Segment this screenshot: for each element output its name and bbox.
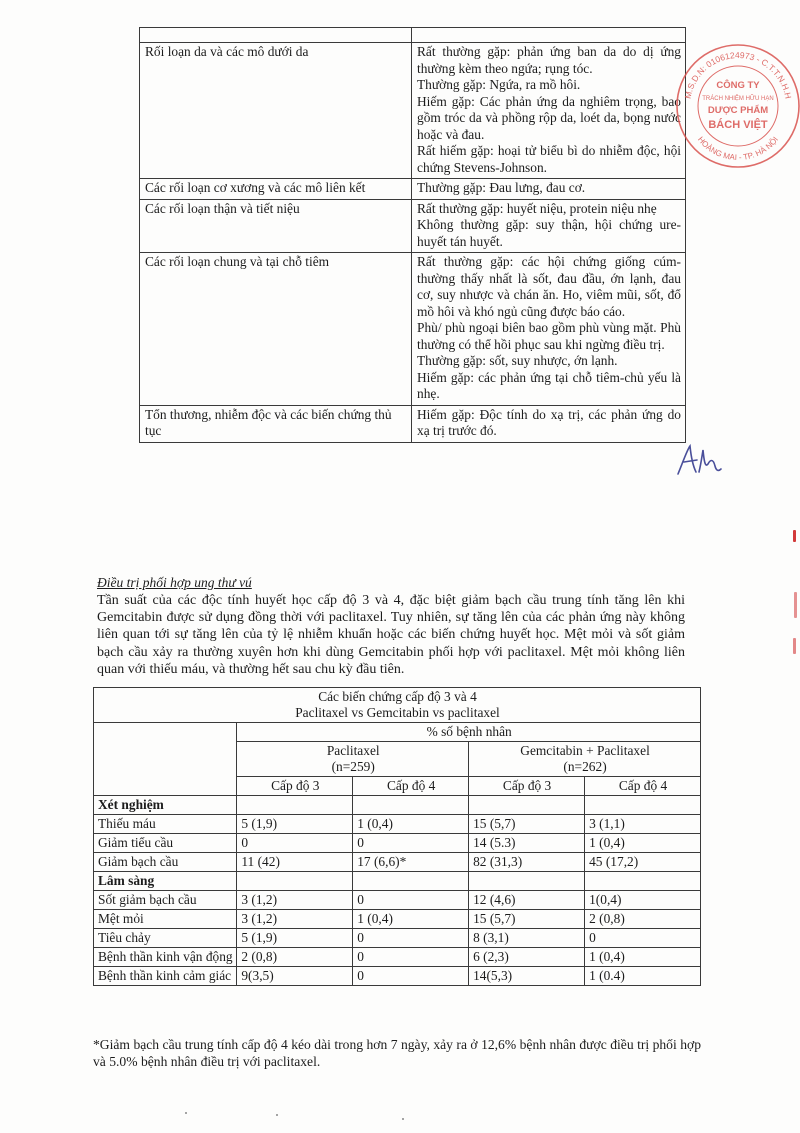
seal-ring-top-text: M.S.D.N: 0106124973 - C.T.T.N.H.H [682,49,794,100]
combo-grade4-cell: 45 (17,2) [585,853,701,872]
table-title [94,688,701,723]
section-label-lab: Xét nghiệm [94,796,237,815]
paclitaxel-grade3-cell: 11 (42) [237,853,353,872]
table-row [140,179,686,200]
table-row [94,853,701,872]
details-cell [412,43,686,179]
detail-line: Rất thường gặp: phản ứng ban da do dị ứng thường kèm theo ngứa; rụng tóc. [417,44,681,76]
category-cell: Rối loạn da và các mô dưới da [140,43,412,179]
group1-name: Paclitaxel [326,743,380,758]
paclitaxel-grade3-cell: 3 (1,2) [237,891,353,910]
table-title-line1: Các biến chứng cấp độ 3 và 4 [318,689,477,704]
seal-ring-bottom-text: HOÀNG MAI - TP. HÀ NỘI [695,134,781,163]
category-cell: Các rối loạn thận và tiết niệu [140,199,412,253]
combo-grade3-cell: 12 (4,6) [469,891,585,910]
table-row [140,253,686,406]
combo-grade4-cell: 3 (1,1) [585,815,701,834]
section-row-clinical [94,872,701,891]
row-label: Thiếu máu [94,815,237,834]
combo-grade3-cell: 8 (3,1) [469,929,585,948]
paclitaxel-grade4-cell: 0 [353,834,469,853]
group-combo-header [469,742,701,777]
paclitaxel-grade3-cell: 0 [237,834,353,853]
company-seal-stamp [672,40,800,172]
table-row [94,929,701,948]
section-paragraph: Tần suất của các độc tính huyết học cấp độ 3 và 4, đặc biệt giảm bạch cầu trung tính tăng lên khi Gemcitabin được sử dụng đồng thời với paclitaxel. Tuy nhiên, sự tăng lên của các phản ứng này không liên quan tới sự tăng lên của tỷ lệ nhiễm khuẩn hoặc các biến chứng huyết học. Mệt mỏi và sốt giảm bạch cầu xảy ra thường xuyên hơn khi dùng Gemcitabin phối hợp với paclitaxel. Mệt mỏi không liên quan với thiếu máu, và thường hết sau chu kỳ đầu tiên. [97,593,685,677]
category-cell: Các rối loạn chung và tại chỗ tiêm [140,253,412,406]
paclitaxel-grade3-cell: 5 (1,9) [237,929,353,948]
grade4-header: Cấp độ 4 [353,777,469,796]
combo-grade3-cell: 15 (5,7) [469,815,585,834]
table-row [140,405,686,442]
table-title-line2: Paclitaxel vs Gemcitabin vs paclitaxel [295,705,500,720]
paclitaxel-grade3-cell: 5 (1,9) [237,815,353,834]
paclitaxel-grade4-cell: 17 (6,6)* [353,853,469,872]
combo-grade4-cell: 2 (0,8) [585,910,701,929]
detail-line: Thường gặp: Đau lưng, đau cơ. [417,180,586,195]
table-row [94,948,701,967]
table-row [140,199,686,253]
combo-grade3-cell: 82 (31,3) [469,853,585,872]
combo-grade4-cell: 1 (0.4) [585,967,701,986]
details-cell [412,199,686,253]
combo-grade3-cell: 14 (5.3) [469,834,585,853]
scan-speck [276,1114,278,1116]
details-cell [412,28,686,43]
section-heading: Điều trị phối hợp ung thư vú [97,575,252,590]
seal-name-line2: TRÁCH NHIỆM HỮU HẠN [702,96,774,102]
footnote: *Giảm bạch cầu trung tính cấp độ 4 kéo dài trong hơn 7 ngày, xảy ra ở 12,6% bệnh nhân được điều trị phối hợp và 5.0% bệnh nhân điều trị với paclitaxel. [93,1037,701,1070]
scan-speck [402,1118,404,1120]
row-label: Bệnh thần kinh cảm giác [94,967,237,986]
table-row [94,910,701,929]
edge-scan-mark [794,592,797,618]
paclitaxel-grade4-cell: 0 [353,967,469,986]
group2-name: Gemcitabin + Paclitaxel [520,743,650,758]
row-label: Sốt giảm bạch cầu [94,891,237,910]
row-label: Tiêu chảy [94,929,237,948]
detail-line: Rất thường gặp: huyết niệu, protein niệu nhẹ [417,200,657,216]
detail-line: Thường gặp: Ngứa, ra mồ hôi. [417,77,581,92]
category-cell: Tổn thương, nhiễm độc và các biến chứng thủ tục [140,405,412,442]
combo-grade3-cell: 14(5,3) [469,967,585,986]
combo-grade3-cell: 15 (5,7) [469,910,585,929]
table-title-row [94,688,701,723]
handwritten-initials-signature [675,442,723,480]
paclitaxel-grade4-cell: 1 (0,4) [353,815,469,834]
details-cell [412,405,686,442]
detail-line: Rất hiếm gặp: hoại tử biểu bì do nhiễm độc, hội chứng Stevens-Johnson. [417,143,681,175]
edge-scan-mark [793,530,796,542]
paclitaxel-grade4-cell: 1 (0,4) [353,910,469,929]
group1-n: (n=259) [331,759,375,774]
grade3-header: Cấp độ 3 [237,777,353,796]
row-label: Bệnh thần kinh vận động [94,948,237,967]
table-row [94,834,701,853]
paclitaxel-grade4-cell: 0 [353,929,469,948]
category-cell: Các rối loạn cơ xương và các mô liên kết [140,179,412,200]
detail-line: Rất thường gặp: các hội chứng giống cúm-thường thấy nhất là sốt, đau đầu, ớn lạnh, đau cơ, suy nhược và chán ăn. Ho, viêm mũi, sốt, đổ mồ hôi và khó ngủ cũng được báo cáo. [417,254,681,319]
grade-complications-table [93,687,701,986]
seal-name-line3: DƯỢC PHẨM [707,105,769,116]
group-paclitaxel-header [237,742,469,777]
seal-name-line1: CÔNG TY [716,80,760,91]
combo-grade4-cell: 1 (0,4) [585,948,701,967]
detail-line: Phù/ phù ngoại biên bao gồm phù vùng mặt. Phù thường có thể hồi phục sau khi ngừng điều trị. [417,320,681,352]
grade4-header: Cấp độ 4 [585,777,701,796]
table-row [94,891,701,910]
paclitaxel-grade3-cell: 2 (0,8) [237,948,353,967]
grade3-header: Cấp độ 3 [469,777,585,796]
category-cell [140,28,412,43]
empty-header-cell [94,723,237,796]
detail-line: Hiếm gặp: các phản ứng tại chỗ tiêm-chủ yếu là nhẹ. [417,369,681,401]
section-row-lab [94,796,701,815]
adverse-reactions-table [139,27,686,443]
table-row-blank [140,28,686,43]
combo-grade4-cell: 1 (0,4) [585,834,701,853]
percent-header-row [94,723,701,742]
scan-speck [185,1112,187,1114]
detail-line: Hiếm gặp: Các phản ứng da nghiêm trọng, bao gồm tróc da và phồng rộp da, loét da, bọng nước hoặc và đau. [417,93,681,142]
percent-header: % số bệnh nhân [237,723,701,742]
table-row [94,815,701,834]
combo-grade3-cell: 6 (2,3) [469,948,585,967]
paclitaxel-grade3-cell: 9(3,5) [237,967,353,986]
table-row [94,967,701,986]
edge-scan-mark [793,638,796,654]
detail-line: Thường gặp: sốt, suy nhược, ớn lạnh. [417,353,618,368]
detail-line: Hiếm gặp: Độc tính do xạ trị, các phản ứng do xạ trị trước đó. [417,406,681,438]
paclitaxel-grade4-cell: 0 [353,891,469,910]
paclitaxel-grade4-cell: 0 [353,948,469,967]
table-row [140,43,686,179]
detail-line: Không thường gặp: suy thận, hội chứng ure-huyết tán huyết. [417,217,681,249]
section-label-clinical: Lâm sàng [94,872,237,891]
details-cell [412,253,686,406]
row-label: Giảm bạch cầu [94,853,237,872]
row-label: Mệt mỏi [94,910,237,929]
paclitaxel-grade3-cell: 3 (1,2) [237,910,353,929]
details-cell [412,179,686,200]
combo-grade4-cell: 1(0,4) [585,891,701,910]
combo-grade4-cell: 0 [585,929,701,948]
seal-name-line4: BÁCH VIỆT [708,119,768,131]
row-label: Giảm tiểu cầu [94,834,237,853]
group2-n: (n=262) [563,759,607,774]
